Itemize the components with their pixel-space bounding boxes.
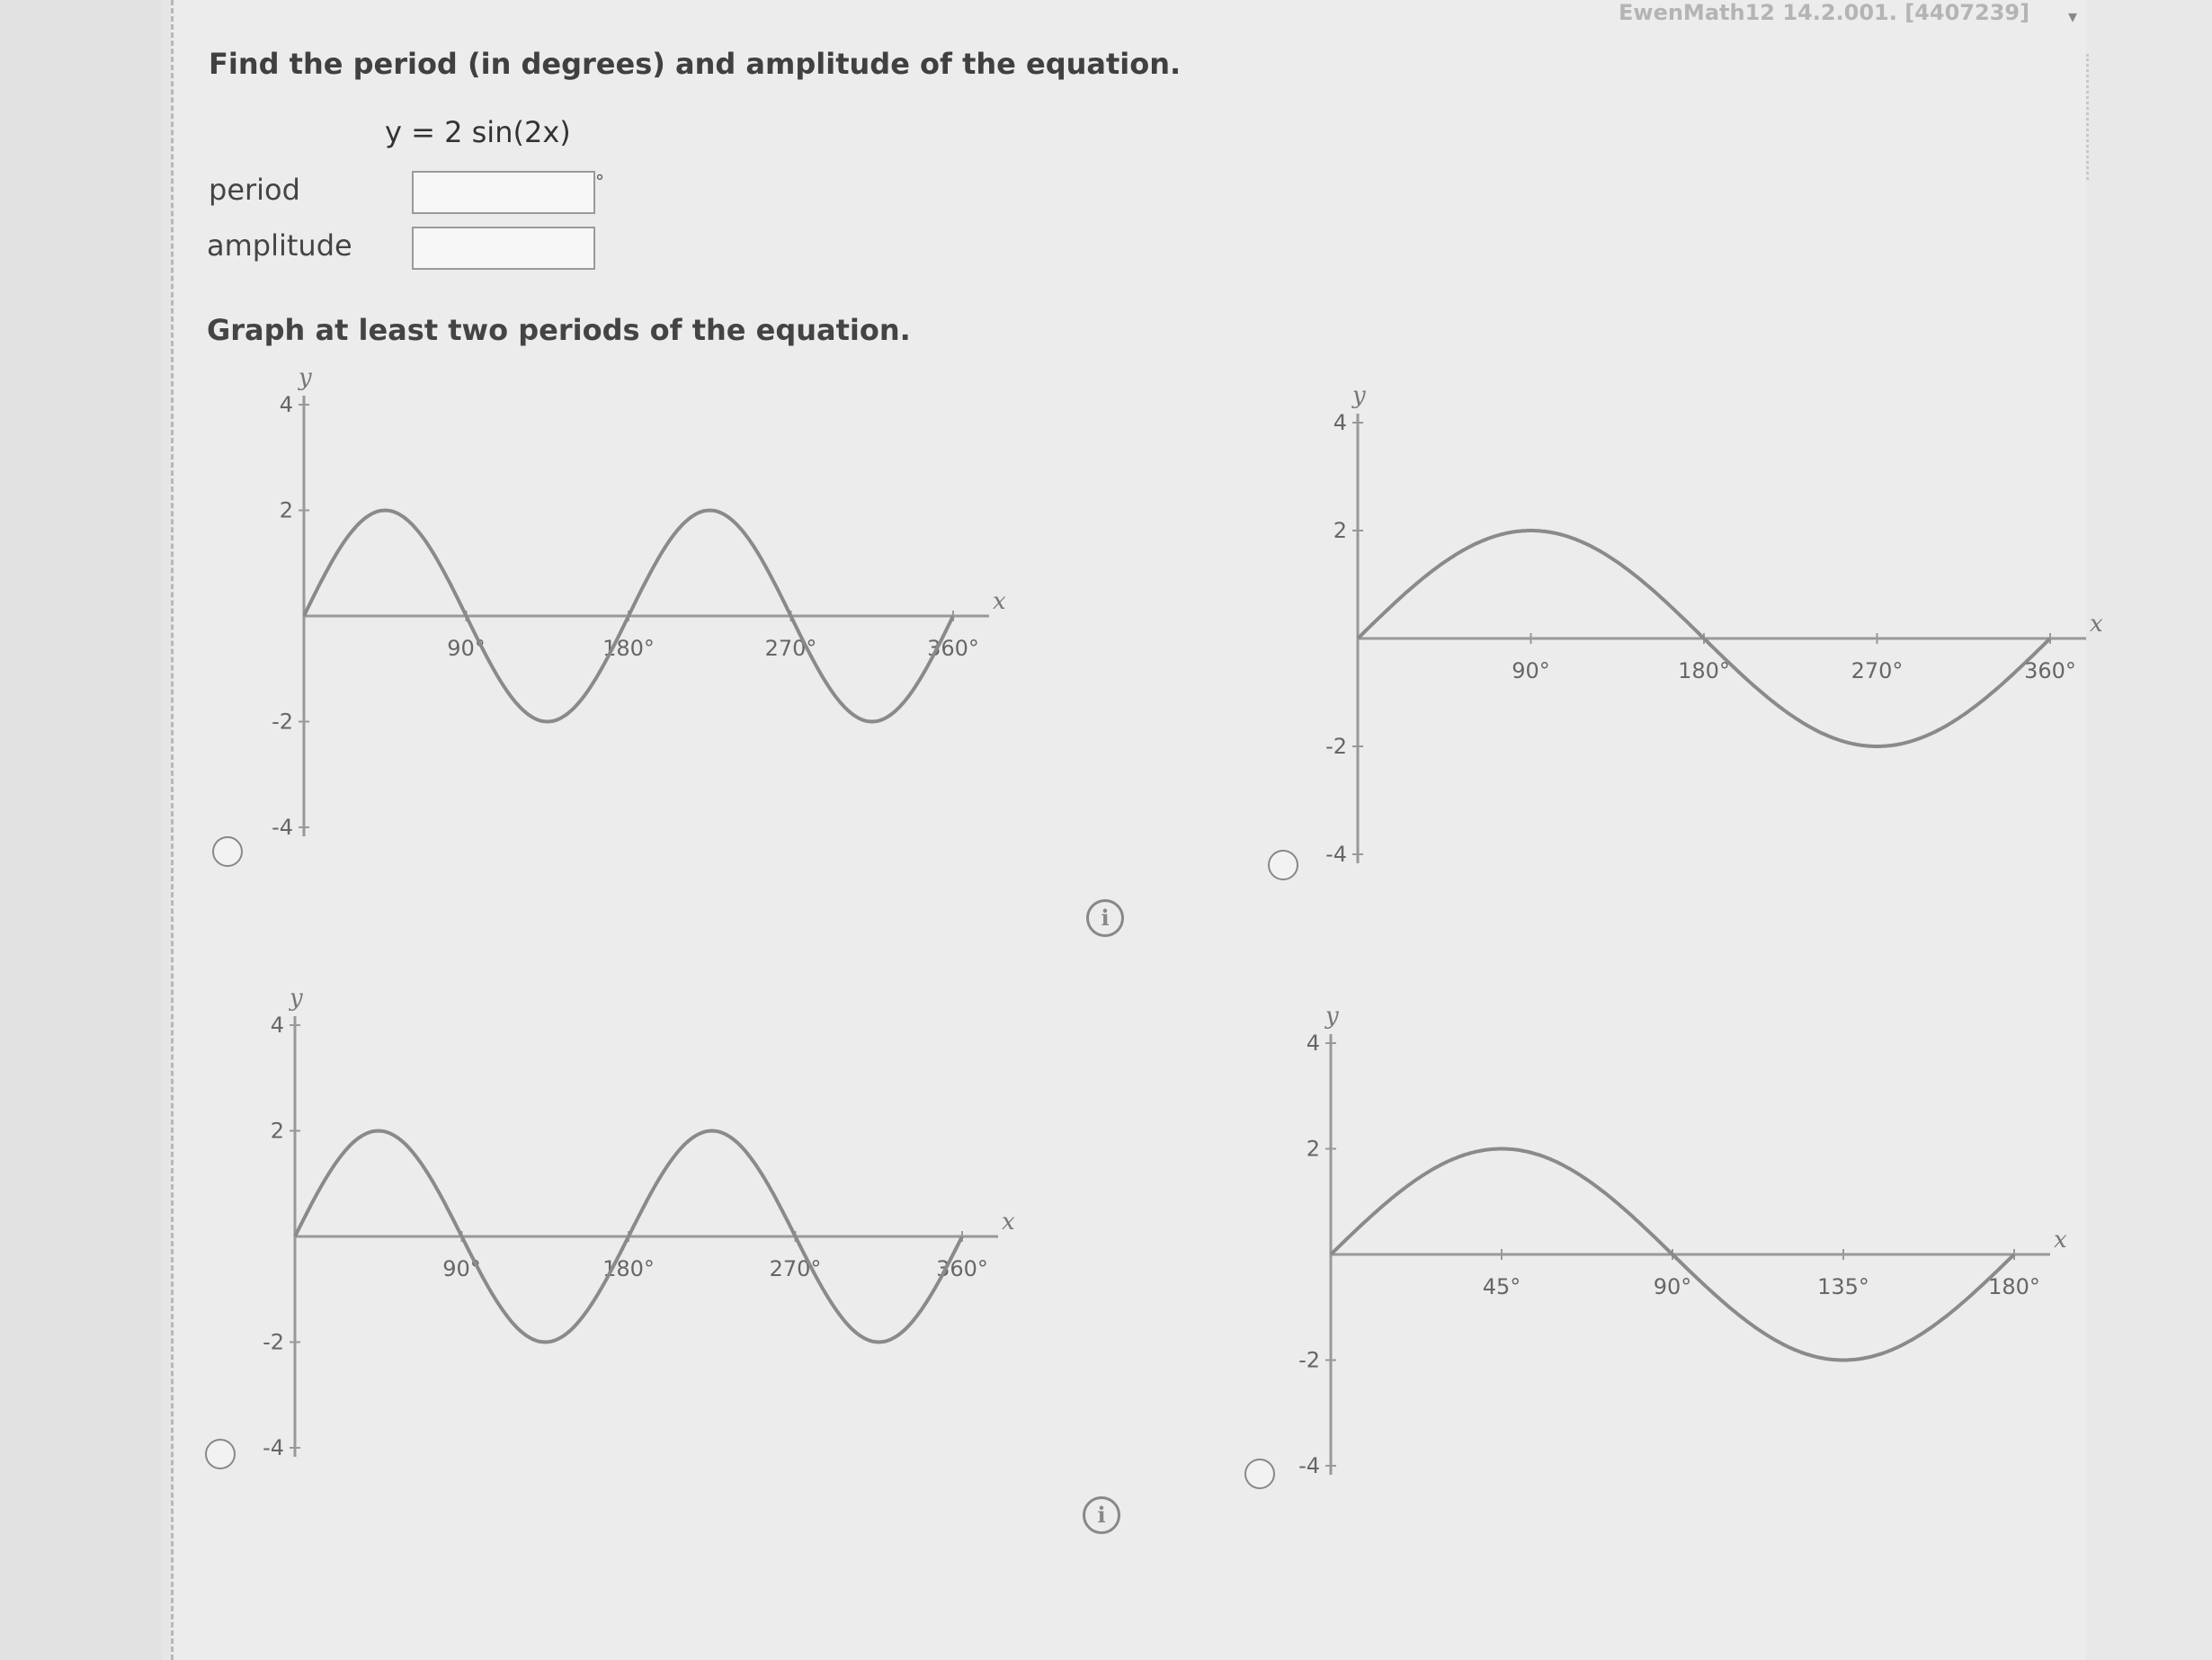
x-tick-label: 180° bbox=[1678, 658, 1730, 683]
y-tick-label: 4 bbox=[279, 392, 293, 417]
y-tick-label: 4 bbox=[1333, 410, 1347, 435]
x-tick-label: 135° bbox=[1817, 1274, 1869, 1299]
x-tick-label: 360° bbox=[936, 1256, 988, 1281]
x-tick-label: 360° bbox=[927, 636, 979, 661]
y-axis-label: y bbox=[1352, 382, 1366, 409]
y-tick-label: 4 bbox=[1306, 1031, 1320, 1056]
x-tick-label: 270° bbox=[769, 1256, 822, 1281]
x-tick-label: 270° bbox=[764, 636, 817, 661]
amplitude-input[interactable] bbox=[412, 227, 595, 270]
period-unit: ° bbox=[595, 171, 604, 192]
y-tick-label: -4 bbox=[1325, 842, 1347, 867]
x-tick-label: 360° bbox=[2024, 658, 2076, 683]
info-icon-2[interactable]: i bbox=[1083, 1496, 1120, 1534]
radio-option-4[interactable] bbox=[1244, 1459, 1275, 1489]
graph-option-4-svg bbox=[1223, 998, 2086, 1502]
y-tick-label: -2 bbox=[1325, 734, 1347, 759]
graph-option-3 bbox=[207, 980, 1052, 1484]
amplitude-label: amplitude bbox=[207, 228, 352, 263]
x-tick-label: 90° bbox=[447, 636, 486, 661]
radio-option-2[interactable] bbox=[1268, 850, 1298, 880]
y-tick-label: -2 bbox=[1298, 1347, 1320, 1373]
graph-option-3-svg bbox=[207, 980, 1052, 1484]
x-tick-label: 180° bbox=[602, 1256, 655, 1281]
y-axis-label: y bbox=[299, 364, 312, 391]
radio-option-1[interactable] bbox=[212, 836, 243, 867]
left-margin bbox=[0, 0, 162, 1660]
y-tick-label: 4 bbox=[270, 1013, 284, 1038]
scrollbar[interactable] bbox=[2068, 54, 2089, 180]
y-tick-label: 2 bbox=[270, 1118, 284, 1144]
y-tick-label: -4 bbox=[263, 1435, 284, 1460]
y-tick-label: -4 bbox=[1298, 1453, 1320, 1478]
period-input[interactable] bbox=[412, 171, 595, 214]
x-tick-label: 90° bbox=[1653, 1274, 1692, 1299]
x-axis-label: x bbox=[1002, 1209, 1015, 1236]
y-tick-label: 2 bbox=[1306, 1136, 1320, 1162]
y-tick-label: 2 bbox=[1333, 518, 1347, 543]
graph-option-2 bbox=[1241, 378, 2122, 881]
y-tick-label: -2 bbox=[263, 1329, 284, 1355]
graph-option-1-svg bbox=[216, 360, 1043, 881]
x-tick-label: 180° bbox=[602, 636, 655, 661]
y-tick-label: -4 bbox=[272, 815, 293, 840]
x-tick-label: 90° bbox=[1512, 658, 1550, 683]
question-id: EwenMath12 14.2.001. [4407239] bbox=[1619, 0, 2030, 25]
y-tick-label: 2 bbox=[279, 497, 293, 523]
x-axis-label: x bbox=[993, 588, 1006, 615]
x-tick-label: 45° bbox=[1482, 1274, 1521, 1299]
question-prompt: Find the period (in degrees) and amplitude of the equation. bbox=[209, 47, 1182, 81]
x-tick-label: 180° bbox=[1988, 1274, 2040, 1299]
info-icon[interactable]: i bbox=[1086, 899, 1124, 937]
x-axis-label: x bbox=[2090, 611, 2103, 638]
x-tick-label: 270° bbox=[1851, 658, 1904, 683]
chevron-down-icon[interactable]: ▾ bbox=[2068, 5, 2078, 27]
graph-option-2-svg bbox=[1241, 378, 2122, 881]
y-axis-label: y bbox=[290, 985, 303, 1012]
x-axis-label: x bbox=[2054, 1227, 2067, 1254]
graph-option-4 bbox=[1223, 998, 2086, 1502]
period-label: period bbox=[209, 173, 300, 207]
x-tick-label: 90° bbox=[442, 1256, 481, 1281]
y-axis-label: y bbox=[1325, 1003, 1339, 1030]
graph-instruction: Graph at least two periods of the equation. bbox=[207, 313, 911, 347]
y-tick-label: -2 bbox=[272, 709, 293, 735]
equation: y = 2 sin(2x) bbox=[385, 115, 571, 149]
radio-option-3[interactable] bbox=[205, 1439, 236, 1469]
graph-option-1 bbox=[216, 360, 1043, 881]
